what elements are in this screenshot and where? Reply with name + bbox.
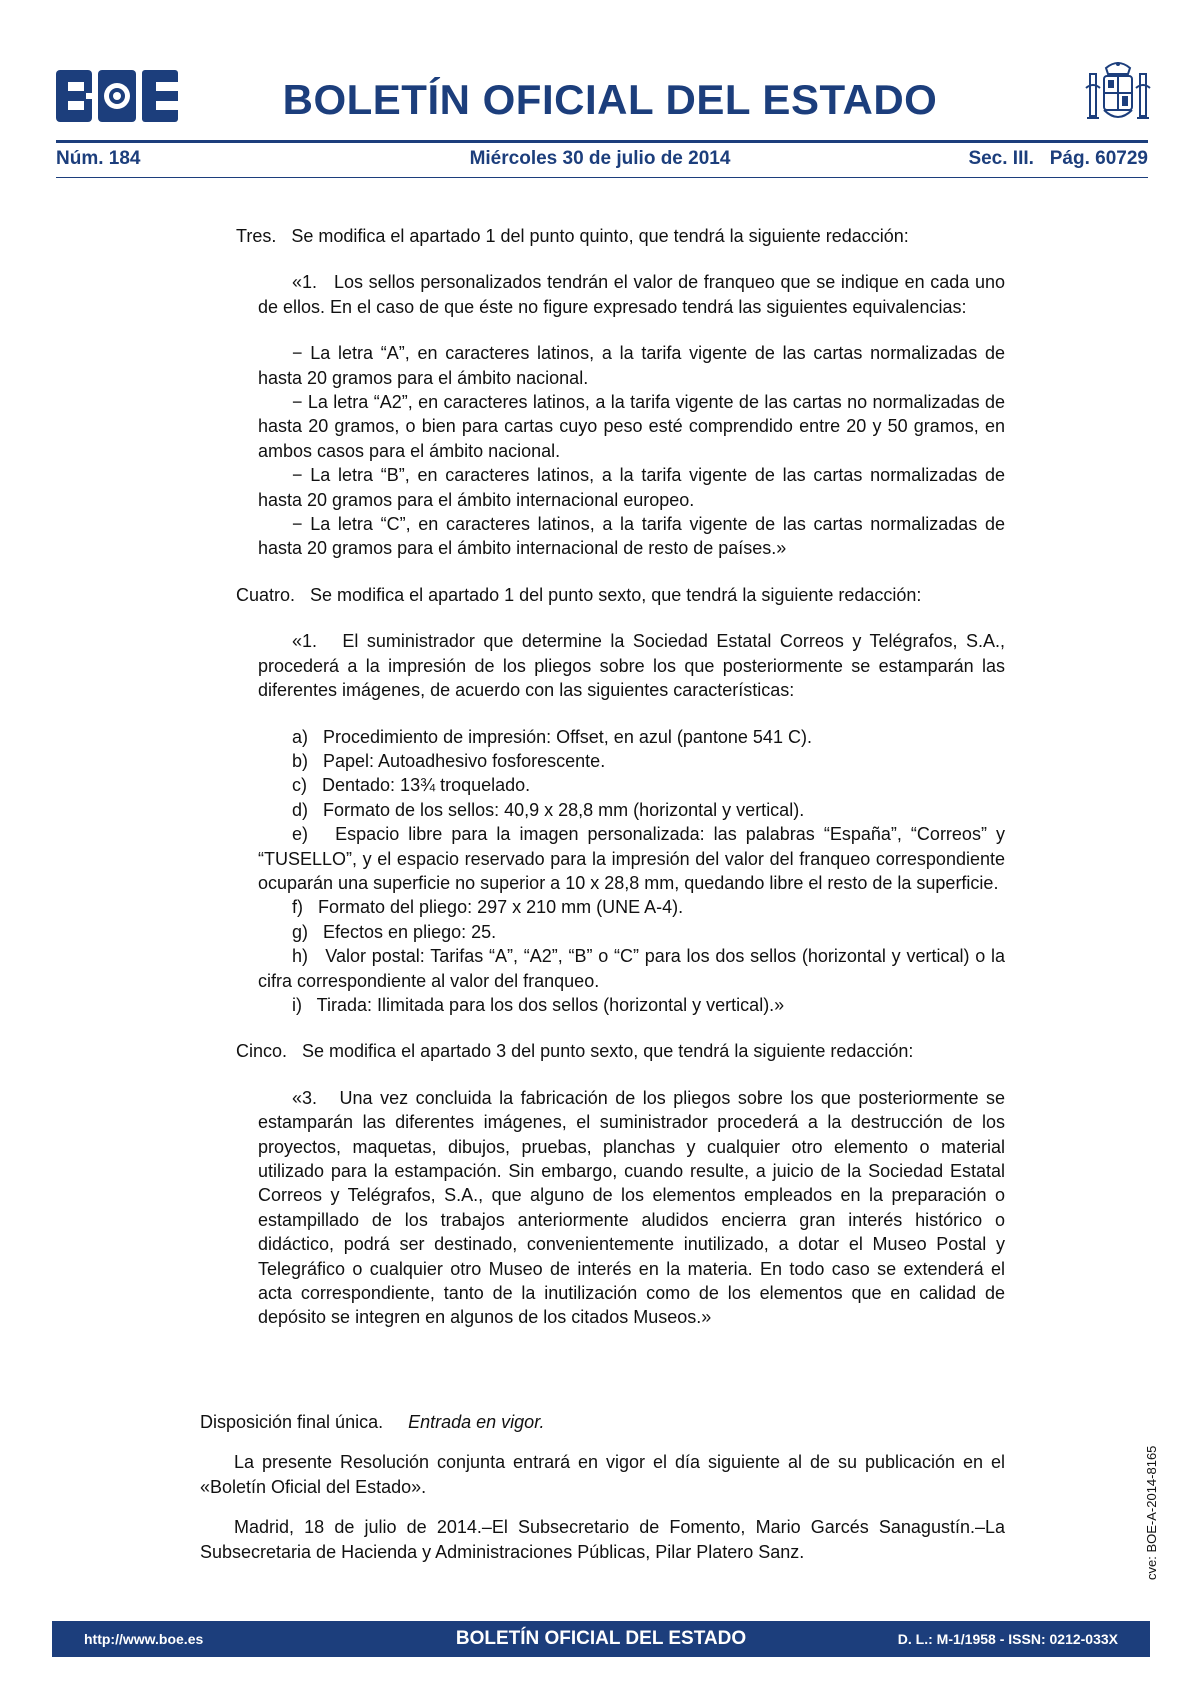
header-rule [56, 140, 1148, 143]
header-title: BOLETÍN OFICIAL DEL ESTADO [282, 76, 938, 123]
disposicion-label: Disposición final única. [200, 1412, 384, 1432]
signature-text: Madrid, 18 de julio de 2014.–El Subsecretario de Fomento, Mario Garcés Sanagustín.–La Subsecretaria de Hacienda y Administraciones Públicas, Pilar Platero Sanz. [200, 1517, 1005, 1562]
cuatro-item: g) Efectos en pliego: 25. [292, 921, 497, 942]
tres-quote: «1. Los sellos personalizados tendrán el valor de franqueo que se indique en cada uno de ellos. En el caso de que éste no figure expresado tendrá las siguientes equivalencias: [258, 272, 1011, 317]
disposicion-heading [200, 1410, 1005, 1434]
cuatro-item: d) Formato de los sellos: 40,9 x 28,8 mm (horizontal y vertical). [292, 799, 805, 820]
footer-url-link[interactable]: http://www.boe.es [84, 1631, 204, 1647]
boe-logo [56, 70, 178, 122]
cuatro-quote-block [200, 629, 1011, 1017]
vigor-text: La presente Resolución conjunta entrará en vigor el día siguiente al de su publicación en el «Boletín Oficial del Estado». [200, 1452, 1005, 1497]
issue-date: Miércoles 30 de julio de 2014 [469, 148, 731, 169]
footer-title: BOLETÍN OFICIAL DEL ESTADO [455, 1628, 747, 1649]
tres-item: − La letra “A”, en caracteres latinos, a la tarifa vigente de las cartas normalizadas de hasta 20 gramos para el ámbito nacional. [258, 343, 1005, 388]
disposicion-title: Entrada en vigor. [408, 1412, 545, 1432]
cinco-quote: «3. Una vez concluida la fabricación de los pliegos sobre los que posteriormente se estamparán las diferentes imágenes, el suministrador procederá a la destrucción de los proyectos, maquetas, dibujos, pruebas, planchas y cualquier otro elemento o material utilizado para la estampación. Sin embargo, cuando resulte, a juicio de la Sociedad Estatal Correos y Telégrafos, S.A., que alguno de los elementos empleados en la preparación o estampillado de los trabajos anteriormente aludidos encierra gran interés histórico o didáctico, podrá ser destinado, convenientemente inutilizado, a dotar el Museo Postal y Telegráfico o cualquier otro Museo de interés en la materia. En todo caso se extenderá el acta correspondiente, tanto de la inutilización como de los elementos que en calidad de depósito se integren en algunos de los citados Museos.» [258, 1087, 1011, 1328]
cuatro-item: i) Tirada: Ilimitada para los dos sellos (horizontal y vertical).» [292, 994, 785, 1015]
tres-quote-block [200, 270, 1011, 560]
footer-bar [52, 1621, 1150, 1657]
cuatro-item: b) Papel: Autoadhesivo fosforescente. [292, 750, 606, 771]
tres-intro: Tres. Se modifica el apartado 1 del punto quinto, que tendrá la siguiente redacción: [236, 226, 909, 246]
tres-item: − La letra “B”, en caracteres latinos, a la tarifa vigente de las cartas normalizadas de hasta 20 gramos para el ámbito internacional europeo. [258, 465, 1005, 510]
cuatro-intro: Cuatro. Se modifica el apartado 1 del punto sexto, que tendrá la siguiente redacción: [236, 584, 922, 605]
cinco-intro: Cinco. Se modifica el apartado 3 del punto sexto, que tendrá la siguiente redacción: [236, 1041, 914, 1062]
cuatro-item: f) Formato del pliego: 297 x 210 mm (UNE A-4). [292, 897, 684, 918]
tres-item: − La letra “A2”, en caracteres latinos, a la tarifa vigente de las cartas no normalizadas de hasta 20 gramos, o bien para cartas cuyo peso esté comprendido entre 20 y 50 gramos, en ambos casos para el ámbito nacional. [258, 392, 1005, 461]
cuatro-item: e) Espacio libre para la imagen personalizada: las palabras “España”, “Correos” y “TUSELLO”, y el espacio reservado para la impresión del valor del franqueo correspondiente ocuparán una superficie no superior a 10 x 28,8 mm, quedando libre el resto de la superficie. [258, 824, 1011, 893]
footer-legal: D. L.: M-1/1958 - ISSN: 0212-033X [897, 1631, 1118, 1647]
tres-item: − La letra “C”, en caracteres latinos, a la tarifa vigente de las cartas normalizadas de hasta 20 gramos para el ámbito internacional de resto de países.» [258, 514, 1005, 559]
cuatro-item: a) Procedimiento de impresión: Offset, en azul (pantone 541 C). [292, 726, 812, 747]
cuatro-item: h) Valor postal: Tarifas “A”, “A2”, “B” o “C” para los dos sellos (horizontal y vertical) o la cifra correspondiente al valor del franqueo. [258, 946, 1011, 991]
document-body [200, 224, 1011, 1352]
cinco-quote-block [200, 1086, 1011, 1330]
coat-of-arms-icon [1084, 58, 1152, 130]
closing-section [200, 1410, 1005, 1564]
section-page: Sec. III. Pág. 60729 [968, 148, 1148, 169]
cve-identifier: cve: BOE-A-2014-8165 [1144, 1445, 1159, 1580]
cuatro-item: c) Dentado: 13¾ troquelado. [292, 775, 531, 796]
cuatro-quote: «1. El suministrador que determine la Sociedad Estatal Correos y Telégrafos, S.A., procederá a la impresión de los pliegos sobre los que posteriormente se estamparán las diferentes imágenes, de acuerdo con las siguientes características: [258, 631, 1011, 701]
header-bottom-rule [56, 177, 1148, 178]
issue-number: Núm. 184 [56, 148, 141, 169]
